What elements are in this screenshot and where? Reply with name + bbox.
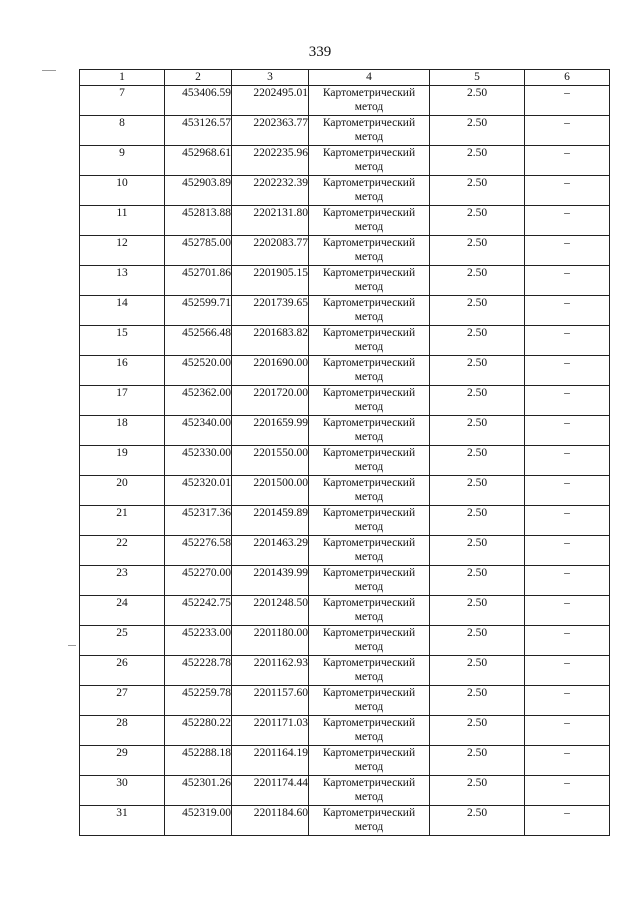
note-cell: – <box>525 236 610 266</box>
method-cell: Картометрический метод <box>309 236 430 266</box>
point-number-cell: 16 <box>80 356 165 386</box>
accuracy-cell: 2.50 <box>430 656 525 686</box>
point-number-cell: 7 <box>80 86 165 116</box>
y-coordinate-cell: 2201739.65 <box>232 296 309 326</box>
y-coordinate-cell: 2202131.80 <box>232 206 309 236</box>
column-header: 6 <box>525 70 610 86</box>
accuracy-cell: 2.50 <box>430 746 525 776</box>
point-number-cell: 22 <box>80 536 165 566</box>
accuracy-cell: 2.50 <box>430 236 525 266</box>
y-coordinate-cell: 2202232.39 <box>232 176 309 206</box>
column-header: 4 <box>309 70 430 86</box>
note-cell: – <box>525 806 610 836</box>
table-row <box>80 626 610 656</box>
point-number-cell: 31 <box>80 806 165 836</box>
note-cell: – <box>525 176 610 206</box>
x-coordinate-cell: 452301.26 <box>165 776 232 806</box>
note-cell: – <box>525 206 610 236</box>
y-coordinate-cell: 2201162.93 <box>232 656 309 686</box>
method-cell: Картометрический метод <box>309 116 430 146</box>
y-coordinate-cell: 2201720.00 <box>232 386 309 416</box>
method-cell: Картометрический метод <box>309 176 430 206</box>
table-row <box>80 236 610 266</box>
accuracy-cell: 2.50 <box>430 266 525 296</box>
point-number-cell: 23 <box>80 566 165 596</box>
accuracy-cell: 2.50 <box>430 716 525 746</box>
note-cell: – <box>525 686 610 716</box>
method-cell: Картометрический метод <box>309 266 430 296</box>
point-number-cell: 20 <box>80 476 165 506</box>
x-coordinate-cell: 452566.48 <box>165 326 232 356</box>
method-cell: Картометрический метод <box>309 416 430 446</box>
method-cell: Картометрический метод <box>309 776 430 806</box>
table-row <box>80 506 610 536</box>
method-cell: Картометрический метод <box>309 86 430 116</box>
accuracy-cell: 2.50 <box>430 686 525 716</box>
x-coordinate-cell: 452228.78 <box>165 656 232 686</box>
coordinates-table <box>79 69 610 836</box>
note-cell: – <box>525 476 610 506</box>
table-row <box>80 296 610 326</box>
x-coordinate-cell: 452330.00 <box>165 446 232 476</box>
column-header: 5 <box>430 70 525 86</box>
note-cell: – <box>525 506 610 536</box>
x-coordinate-cell: 452242.75 <box>165 596 232 626</box>
table-row <box>80 716 610 746</box>
table-row <box>80 86 610 116</box>
accuracy-cell: 2.50 <box>430 386 525 416</box>
x-coordinate-cell: 452288.18 <box>165 746 232 776</box>
point-number-cell: 9 <box>80 146 165 176</box>
y-coordinate-cell: 2201659.99 <box>232 416 309 446</box>
accuracy-cell: 2.50 <box>430 356 525 386</box>
table-row <box>80 266 610 296</box>
accuracy-cell: 2.50 <box>430 596 525 626</box>
table-row <box>80 686 610 716</box>
y-coordinate-cell: 2202083.77 <box>232 236 309 266</box>
table-row <box>80 386 610 416</box>
method-cell: Картометрический метод <box>309 206 430 236</box>
method-cell: Картометрический метод <box>309 626 430 656</box>
table-row <box>80 356 610 386</box>
accuracy-cell: 2.50 <box>430 776 525 806</box>
x-coordinate-cell: 452362.00 <box>165 386 232 416</box>
point-number-cell: 29 <box>80 746 165 776</box>
note-cell: – <box>525 326 610 356</box>
x-coordinate-cell: 453406.59 <box>165 86 232 116</box>
y-coordinate-cell: 2202495.01 <box>232 86 309 116</box>
table-row <box>80 206 610 236</box>
point-number-cell: 25 <box>80 626 165 656</box>
y-coordinate-cell: 2202235.96 <box>232 146 309 176</box>
note-cell: – <box>525 386 610 416</box>
point-number-cell: 11 <box>80 206 165 236</box>
method-cell: Картометрический метод <box>309 536 430 566</box>
point-number-cell: 24 <box>80 596 165 626</box>
note-cell: – <box>525 536 610 566</box>
method-cell: Картометрический метод <box>309 656 430 686</box>
point-number-cell: 17 <box>80 386 165 416</box>
note-cell: – <box>525 266 610 296</box>
accuracy-cell: 2.50 <box>430 476 525 506</box>
y-coordinate-cell: 2201550.00 <box>232 446 309 476</box>
note-cell: – <box>525 746 610 776</box>
point-number-cell: 21 <box>80 506 165 536</box>
method-cell: Картометрический метод <box>309 596 430 626</box>
x-coordinate-cell: 452785.00 <box>165 236 232 266</box>
accuracy-cell: 2.50 <box>430 146 525 176</box>
x-coordinate-cell: 452233.00 <box>165 626 232 656</box>
method-cell: Картометрический метод <box>309 386 430 416</box>
note-cell: – <box>525 86 610 116</box>
point-number-cell: 18 <box>80 416 165 446</box>
y-coordinate-cell: 2201180.00 <box>232 626 309 656</box>
accuracy-cell: 2.50 <box>430 416 525 446</box>
note-cell: – <box>525 356 610 386</box>
x-coordinate-cell: 452280.22 <box>165 716 232 746</box>
accuracy-cell: 2.50 <box>430 206 525 236</box>
method-cell: Картометрический метод <box>309 296 430 326</box>
y-coordinate-cell: 2201459.89 <box>232 506 309 536</box>
table-row <box>80 656 610 686</box>
point-number-cell: 30 <box>80 776 165 806</box>
point-number-cell: 12 <box>80 236 165 266</box>
accuracy-cell: 2.50 <box>430 626 525 656</box>
column-header: 2 <box>165 70 232 86</box>
accuracy-cell: 2.50 <box>430 536 525 566</box>
accuracy-cell: 2.50 <box>430 566 525 596</box>
table-row <box>80 566 610 596</box>
method-cell: Картометрический метод <box>309 686 430 716</box>
table-row <box>80 176 610 206</box>
table-row <box>80 146 610 176</box>
column-header: 3 <box>232 70 309 86</box>
x-coordinate-cell: 453126.57 <box>165 116 232 146</box>
method-cell: Картометрический метод <box>309 476 430 506</box>
method-cell: Картометрический метод <box>309 566 430 596</box>
point-number-cell: 8 <box>80 116 165 146</box>
x-coordinate-cell: 452968.61 <box>165 146 232 176</box>
note-cell: – <box>525 716 610 746</box>
note-cell: – <box>525 656 610 686</box>
accuracy-cell: 2.50 <box>430 296 525 326</box>
table-row <box>80 446 610 476</box>
accuracy-cell: 2.50 <box>430 446 525 476</box>
method-cell: Картометрический метод <box>309 356 430 386</box>
accuracy-cell: 2.50 <box>430 116 525 146</box>
x-coordinate-cell: 452599.71 <box>165 296 232 326</box>
y-coordinate-cell: 2201463.29 <box>232 536 309 566</box>
method-cell: Картометрический метод <box>309 506 430 536</box>
accuracy-cell: 2.50 <box>430 806 525 836</box>
table-header-row <box>80 70 610 86</box>
point-number-cell: 26 <box>80 656 165 686</box>
y-coordinate-cell: 2201500.00 <box>232 476 309 506</box>
note-cell: – <box>525 596 610 626</box>
scan-artifact <box>68 645 76 646</box>
x-coordinate-cell: 452813.88 <box>165 206 232 236</box>
y-coordinate-cell: 2201690.00 <box>232 356 309 386</box>
y-coordinate-cell: 2201164.19 <box>232 746 309 776</box>
scan-artifact <box>42 70 56 71</box>
note-cell: – <box>525 566 610 596</box>
point-number-cell: 15 <box>80 326 165 356</box>
table-row <box>80 776 610 806</box>
method-cell: Картометрический метод <box>309 326 430 356</box>
point-number-cell: 19 <box>80 446 165 476</box>
x-coordinate-cell: 452340.00 <box>165 416 232 446</box>
point-number-cell: 10 <box>80 176 165 206</box>
table-row <box>80 326 610 356</box>
accuracy-cell: 2.50 <box>430 176 525 206</box>
method-cell: Картометрический метод <box>309 146 430 176</box>
note-cell: – <box>525 116 610 146</box>
x-coordinate-cell: 452520.00 <box>165 356 232 386</box>
accuracy-cell: 2.50 <box>430 86 525 116</box>
table-row <box>80 116 610 146</box>
x-coordinate-cell: 452903.89 <box>165 176 232 206</box>
y-coordinate-cell: 2201248.50 <box>232 596 309 626</box>
point-number-cell: 14 <box>80 296 165 326</box>
x-coordinate-cell: 452259.78 <box>165 686 232 716</box>
table-row <box>80 416 610 446</box>
x-coordinate-cell: 452319.00 <box>165 806 232 836</box>
x-coordinate-cell: 452317.36 <box>165 506 232 536</box>
table-row <box>80 536 610 566</box>
y-coordinate-cell: 2201174.44 <box>232 776 309 806</box>
y-coordinate-cell: 2201683.82 <box>232 326 309 356</box>
method-cell: Картометрический метод <box>309 806 430 836</box>
table-row <box>80 806 610 836</box>
point-number-cell: 27 <box>80 686 165 716</box>
method-cell: Картометрический метод <box>309 716 430 746</box>
table-row <box>80 476 610 506</box>
y-coordinate-cell: 2201171.03 <box>232 716 309 746</box>
table-row <box>80 596 610 626</box>
method-cell: Картометрический метод <box>309 746 430 776</box>
column-header: 1 <box>80 70 165 86</box>
note-cell: – <box>525 146 610 176</box>
y-coordinate-cell: 2202363.77 <box>232 116 309 146</box>
x-coordinate-cell: 452276.58 <box>165 536 232 566</box>
note-cell: – <box>525 446 610 476</box>
x-coordinate-cell: 452701.86 <box>165 266 232 296</box>
y-coordinate-cell: 2201439.99 <box>232 566 309 596</box>
x-coordinate-cell: 452320.01 <box>165 476 232 506</box>
x-coordinate-cell: 452270.00 <box>165 566 232 596</box>
method-cell: Картометрический метод <box>309 446 430 476</box>
y-coordinate-cell: 2201184.60 <box>232 806 309 836</box>
point-number-cell: 13 <box>80 266 165 296</box>
note-cell: – <box>525 296 610 326</box>
note-cell: – <box>525 626 610 656</box>
y-coordinate-cell: 2201905.15 <box>232 266 309 296</box>
accuracy-cell: 2.50 <box>430 326 525 356</box>
page-number: 339 <box>308 44 332 60</box>
note-cell: – <box>525 416 610 446</box>
y-coordinate-cell: 2201157.60 <box>232 686 309 716</box>
point-number-cell: 28 <box>80 716 165 746</box>
table-row <box>80 746 610 776</box>
note-cell: – <box>525 776 610 806</box>
accuracy-cell: 2.50 <box>430 506 525 536</box>
